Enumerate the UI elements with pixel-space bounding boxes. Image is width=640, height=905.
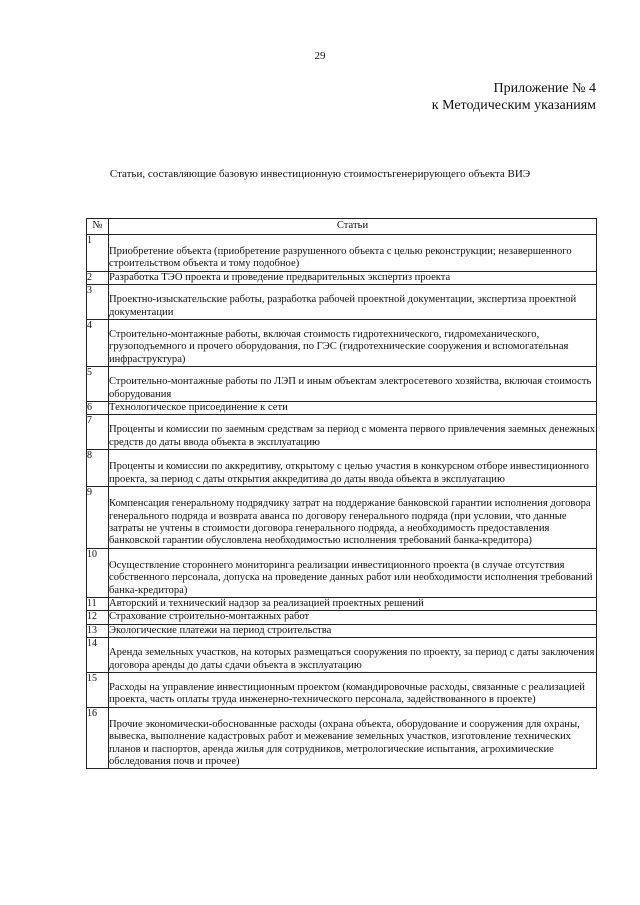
row-number: 2 [87,271,109,284]
row-text: Технологическое присоединение к сети [109,402,597,415]
row-number: 12 [87,611,109,624]
row-number: 9 [87,487,109,549]
table-row [87,624,597,637]
row-text: Строительно-монтажные работы по ЛЭП и иным объектам электросетевого хозяйства, включая стоимость оборудования [109,367,597,402]
row-number: 1 [87,235,109,272]
table-row [87,597,597,610]
row-number: 3 [87,285,109,320]
table-row [87,285,597,320]
table-row [87,638,597,673]
row-text: Страхование строительно-монтажных работ [109,611,597,624]
row-number: 7 [87,415,109,450]
header-items: Статьи [109,219,597,235]
row-text: Экологические платежи на период строительства [109,624,597,637]
table-row [87,450,597,487]
header-number: № [87,219,109,235]
table-row [87,611,597,624]
cost-items-table [86,218,597,769]
row-number: 4 [87,320,109,367]
row-number: 15 [87,672,109,707]
document-title: Статьи, составляющие базовую инвестиционную стоимостьгенерирующего объекта ВИЭ [109,168,531,180]
row-text: Осуществление стороннего мониторинга реализации инвестиционного проекта (в случае отсутствия собственного персонала, допуска на проведение данных работ или необходимости исполнения требований банка-кредитора) [109,548,597,597]
table-row [87,672,597,707]
row-number: 8 [87,450,109,487]
table-header-row [87,219,597,235]
row-text: Строительно-монтажные работы, включая стоимость гидротехнического, гидромеханического, грузоподъемного и прочего оборудования, по ГЭС (гидротехнические сооружения и вспомогательная инфраструктура) [109,320,597,367]
row-text: Приобретение объекта (приобретение разрушенного объекта с целью реконструкции; незавершенного строительством объекта и тому подобное) [109,235,597,272]
table-row [87,271,597,284]
table-row [87,320,597,367]
page-number: 29 [314,50,326,62]
table-row [87,367,597,402]
row-number: 10 [87,548,109,597]
table-row [87,707,597,769]
row-text: Проценты и комиссии по аккредитиву, открытому с целью участия в конкурсном отборе инвестиционного проекта, за период с даты открытия аккредитива до даты ввода объекта в эксплуатацию [109,450,597,487]
table-row [87,548,597,597]
row-number: 13 [87,624,109,637]
row-text: Проектно-изыскательские работы, разработка рабочей проектной документации, экспертиза проектной документации [109,285,597,320]
appendix-line-1: Приложение № 4 [493,81,596,96]
appendix-header [432,80,596,114]
row-number: 16 [87,707,109,769]
row-text: Авторский и технический надзор за реализацией проектных решений [109,597,597,610]
table-row [87,415,597,450]
table-row [87,235,597,272]
row-number: 14 [87,638,109,673]
table-row [87,487,597,549]
row-text: Расходы на управление инвестиционным проектом (командировочные расходы, связанные с реализацией проекта, часть оплаты труда инженерно-технического персонала, задействованного в проекте) [109,672,597,707]
row-text: Разработка ТЭО проекта и проведение предварительных экспертиз проекта [109,271,597,284]
row-number: 5 [87,367,109,402]
row-number: 6 [87,402,109,415]
appendix-line-2: к Методическим указаниям [431,98,596,113]
row-text: Аренда земельных участков, на которых размещаться сооружения по проекту, за период с даты заключения договора аренды до даты сдачи объекта в эксплуатацию [109,638,597,673]
row-number: 11 [87,597,109,610]
row-text: Компенсация генеральному подрядчику затрат на поддержание банковской гарантии исполнения договора генерального подряда и возврата аванса по договору генерального подряда (при условии, что данные затраты не учтены в стоимости договора генерального подряда, а необходимость предоставления банковской гарантии обусловлена необходимостью исполнения требований банка-кредитора) [109,487,597,549]
table-row [87,402,597,415]
row-text: Проценты и комиссии по заемным средствам за период с момента первого привлечения заемных денежных средств до даты ввода объекта в эксплуатацию [109,415,597,450]
row-text: Прочие экономически-обоснованные расходы (охрана объекта, оборудование и сооружения для охраны, вывеска, выполнение кадастровых работ и межевание земельных участков, изготовление технических планов и паспортов, аренда жилья для сотрудников, метрологические испытания, агрохимические обследования почв и прочее) [109,707,597,769]
